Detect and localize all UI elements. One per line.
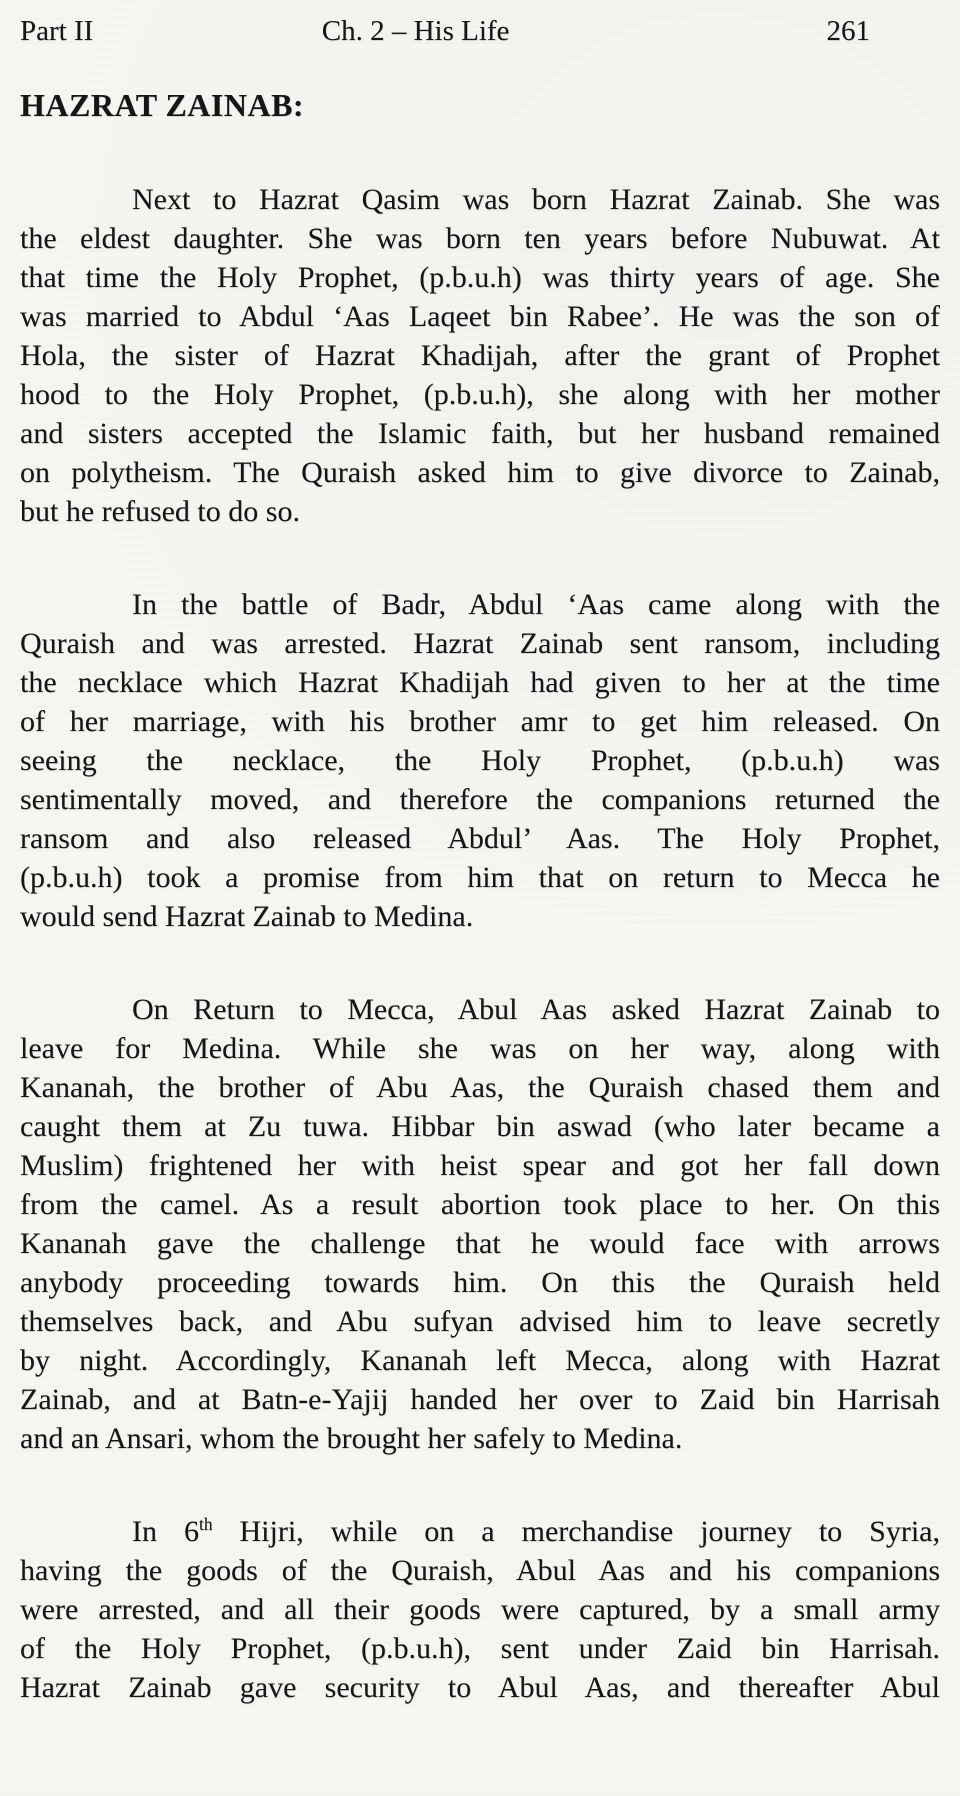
- paragraph: [20, 990, 940, 1458]
- paragraph: [20, 585, 940, 936]
- text-line: that time the Holy Prophet, (p.b.u.h) was thirty years of age. She: [20, 261, 940, 294]
- paragraph: [20, 1512, 940, 1707]
- text-line: of her marriage, with his brother amr to get him released. On: [20, 705, 940, 738]
- text-line: In 6th Hijri, while on a merchandise journey to Syria,: [132, 1514, 940, 1548]
- text-line: having the goods of the Quraish, Abul Aas and his companions: [20, 1554, 940, 1587]
- text-line: Kananah gave the challenge that he would face with arrows: [20, 1227, 940, 1260]
- text-line: seeing the necklace, the Holy Prophet, (p.b.u.h) was: [20, 744, 940, 777]
- text-line: by night. Accordingly, Kananah left Mecca, along with Hazrat: [20, 1344, 940, 1377]
- page-number: 261: [826, 15, 870, 47]
- text-line: leave for Medina. While she was on her way, along with: [20, 1032, 940, 1065]
- text-line: Muslim) frightened her with heist spear and got her fall down: [20, 1149, 940, 1182]
- text-line: and sisters accepted the Islamic faith, but her husband remained: [20, 417, 940, 450]
- text-line: Quraish and was arrested. Hazrat Zainab sent ransom, including: [20, 627, 940, 660]
- text-line: themselves back, and Abu sufyan advised him to leave secretly: [20, 1305, 940, 1338]
- text-line: anybody proceeding towards him. On this the Quraish held: [20, 1266, 940, 1299]
- text-line: were arrested, and all their goods were captured, by a small army: [20, 1593, 940, 1626]
- text-line: and an Ansari, whom the brought her safely to Medina.: [20, 1422, 683, 1455]
- paragraph: [20, 180, 940, 531]
- body-text: [20, 180, 940, 1707]
- text-line: hood to the Holy Prophet, (p.b.u.h), she along with her mother: [20, 378, 940, 411]
- text-line: was married to Abdul ‘Aas Laqeet bin Rabee’. He was the son of: [20, 300, 940, 333]
- text-line: Kananah, the brother of Abu Aas, the Quraish chased them and: [20, 1071, 940, 1104]
- header-part-label: Part II: [20, 15, 94, 47]
- text-line: Next to Hazrat Qasim was born Hazrat Zainab. She was: [132, 183, 940, 216]
- page-header: [20, 14, 940, 50]
- text-line: caught them at Zu tuwa. Hibbar bin aswad (who later became a: [20, 1110, 940, 1143]
- text-line: (p.b.u.h) took a promise from him that on return to Mecca he: [20, 861, 940, 894]
- text-line: In the battle of Badr, Abdul ‘Aas came along with the: [132, 588, 940, 621]
- text-line: Hazrat Zainab gave security to Abul Aas, and thereafter Abul: [20, 1671, 940, 1704]
- text-line: Hola, the sister of Hazrat Khadijah, after the grant of Prophet: [20, 339, 940, 372]
- text-line: but he refused to do so.: [20, 495, 300, 528]
- text-line: from the camel. As a result abortion took place to her. On this: [20, 1188, 940, 1221]
- text-line: of the Holy Prophet, (p.b.u.h), sent under Zaid bin Harrisah.: [20, 1632, 940, 1665]
- text-line: the eldest daughter. She was born ten years before Nubuwat. At: [20, 222, 940, 255]
- text-line: would send Hazrat Zainab to Medina.: [20, 900, 474, 933]
- header-chapter-title: Ch. 2 – His Life: [321, 15, 510, 47]
- section-heading: HAZRAT ZAINAB:: [20, 87, 305, 123]
- text-line: sentimentally moved, and therefore the companions returned the: [20, 783, 940, 816]
- text-line: Zainab, and at Batn-e-Yajij handed her over to Zaid bin Harrisah: [20, 1383, 940, 1416]
- text-line: On Return to Mecca, Abul Aas asked Hazrat Zainab to: [132, 993, 940, 1026]
- text-line: the necklace which Hazrat Khadijah had given to her at the time: [20, 666, 940, 699]
- text-line: on polytheism. The Quraish asked him to give divorce to Zainab,: [20, 456, 940, 489]
- text-line: ransom and also released Abdul’ Aas. The Holy Prophet,: [20, 822, 940, 855]
